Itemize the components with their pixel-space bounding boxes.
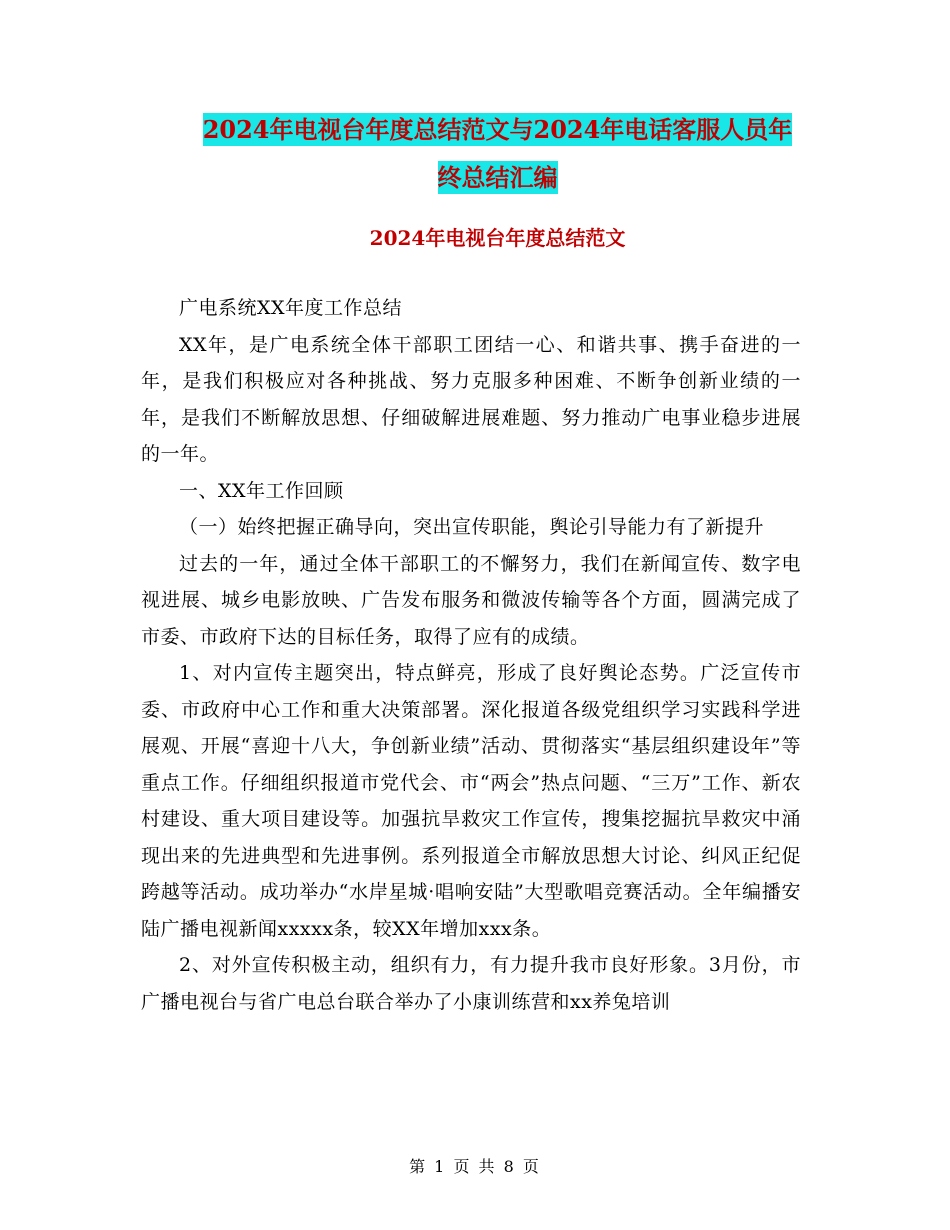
- section-title: 2024年电视台年度总结范文: [369, 226, 626, 250]
- paragraph: 过去的一年，通过全体干部职工的不懈努力，我们在新闻宣传、数字电视进展、城乡电影放映、广告发布服务和微波传输等各个方面，圆满完成了市委、市政府下达的目标任务，取得了应有的成绩。: [141, 552, 801, 648]
- title-line-1: 2024年电视台年度总结范文与2024年电话客服人员年: [202, 115, 793, 144]
- document-title: [140, 106, 855, 202]
- paragraph: 1、对内宣传主题突出，特点鲜亮，形成了良好舆论态势。广泛宣传市委、市政府中心工作和重大决策部署。深化报道各级党组织学习实践科学进展观、开展“喜迎十八大，争创新业绩”活动、贯彻落实“基层组织建设年”等重点工作。仔细组织报道市党代会、市“两会”热点问题、“三万”工作、新农村建设、重大项目建设等。加强抗旱救灾工作宣传，搜集挖掘抗旱救灾中涌现出来的先进典型和先进事例。系列报道全市解放思想大讨论、纠风正纪促跨越等活动。成功举办“水岸星城·唱响安陆”大型歌唱竞赛活动。全年编播安陆广播电视新闻xxxxx条，较XX年增加xxx条。: [141, 662, 801, 940]
- paragraph: （一）始终把握正确导向，突出宣传职能，舆论引导能力有了新提升: [179, 516, 765, 538]
- paragraph: 广电系统XX年度工作总结: [179, 297, 403, 319]
- document-body: [141, 290, 801, 1020]
- page-number-footer: 第 1 页 共 8 页: [409, 1157, 541, 1176]
- paragraph: 一、XX年工作回顾: [179, 479, 344, 502]
- paragraph: 2、对外宣传积极主动，组织有力，有力提升我市良好形象。3月份，市广播电视台与省广电总台联合举办了小康训练营和xx养兔培训: [141, 954, 801, 1013]
- paragraph: XX年，是广电系统全体干部职工团结一心、和谐共事、携手奋进的一年，是我们积极应对各种挑战、努力克服多种困难、不断争创新业绩的一年，是我们不断解放思想、仔细破解进展难题、努力推动广电事业稳步进展的一年。: [141, 333, 801, 465]
- title-line-2: 终总结汇编: [437, 163, 558, 192]
